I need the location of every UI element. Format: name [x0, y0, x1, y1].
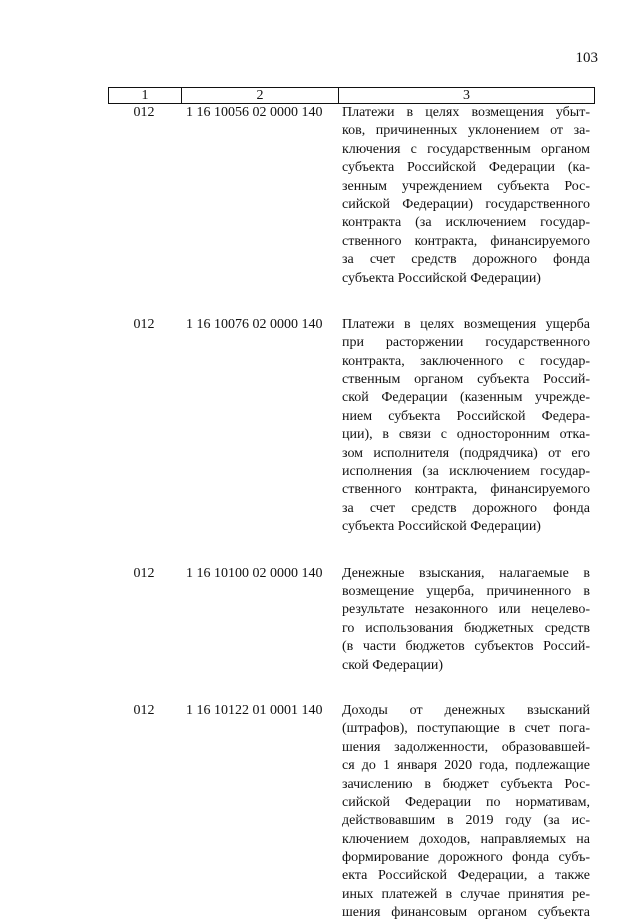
table-row	[108, 316, 593, 537]
description-line: формирование дорожного фонда субъ-	[342, 850, 590, 866]
description-line: действовавшим в 2019 году (за ис-	[342, 813, 590, 829]
table-row	[108, 702, 593, 923]
description-line: за счет средств дорожного фонда	[342, 500, 590, 516]
revenue-description	[342, 702, 590, 923]
description-line: зачислению в бюджет субъекта Рос-	[342, 776, 590, 792]
table-body	[108, 104, 593, 923]
description-line: (в части бюджетов субъектов Россий-	[342, 639, 590, 655]
description-line: (штрафов), поступающие в счет пога-	[342, 721, 590, 737]
description-line: ключением доходов, направляемых на	[342, 831, 590, 847]
description-line: екта Российской Федерации, а также	[342, 868, 590, 884]
column-header-2: 2	[182, 88, 339, 104]
description-line: субъекта Российской Федерации (ка-	[342, 160, 590, 176]
description-line: Доходы от денежных взысканий	[342, 702, 590, 718]
description-line: ков, причиненных уклонением от за-	[342, 123, 590, 139]
revenue-description	[342, 104, 590, 288]
description-line: Платежи в целях возмещения убыт-	[342, 105, 590, 120]
page-number: 103	[575, 50, 598, 66]
description-line: за счет средств дорожного фонда	[342, 252, 590, 268]
description-line: Платежи в целях возмещения ущерба	[342, 316, 590, 332]
description-line: при расторжении государственного	[342, 335, 590, 351]
description-line: ции), в связи с односторонним отка-	[342, 427, 590, 443]
description-line: ской Федерации)	[342, 657, 444, 673]
admin-code: 012	[133, 565, 155, 581]
description-line: исполнения (за исключением государ-	[342, 464, 590, 480]
description-line: ся до 1 января 2020 года, подлежащие	[342, 758, 590, 774]
description-line: возмещение ущерба, причиненного в	[342, 583, 590, 599]
table-row	[108, 565, 593, 675]
description-line: контракта (за исключением государ-	[342, 215, 590, 231]
column-header-3: 3	[339, 88, 595, 104]
description-line: сийской Федерации) государственного	[342, 196, 590, 212]
revenue-code: 1 16 10076 02 0000 140	[186, 316, 323, 332]
description-line: ственного контракта, финансируемого	[342, 233, 590, 249]
description-line: контракта, заключенного с государ-	[342, 353, 590, 369]
description-line: Денежные взыскания, налагаемые в	[342, 565, 590, 581]
table-row	[108, 104, 593, 288]
column-header-table	[108, 87, 595, 104]
description-line: сийской Федерации по нормативам,	[342, 794, 590, 810]
description-line: ключения с государственным органом	[342, 141, 590, 157]
description-line: результате незаконного или нецелево-	[342, 602, 590, 618]
description-line: ской Федерации (казенным учрежде-	[342, 390, 590, 406]
description-line: шения финансовым органом субъекта	[342, 905, 590, 921]
column-header-row	[109, 88, 595, 104]
admin-code: 012	[133, 702, 155, 718]
revenue-code: 1 16 10056 02 0000 140	[186, 105, 323, 120]
revenue-description	[342, 316, 590, 537]
revenue-code: 1 16 10122 01 0001 140	[186, 702, 323, 718]
description-line: зом исполнителя (подрядчика) от его	[342, 445, 590, 461]
description-line: го использования бюджетных средств	[342, 620, 590, 636]
revenue-description	[342, 565, 590, 675]
description-line: ственного контракта, финансируемого	[342, 482, 590, 498]
description-line: шения задолженности, образовавшей-	[342, 739, 590, 755]
description-line: субъекта Российской Федерации)	[342, 519, 541, 535]
description-line: субъекта Российской Федерации)	[342, 270, 541, 286]
revenue-code: 1 16 10100 02 0000 140	[186, 565, 323, 581]
description-line: зенным учреждением субъекта Рос-	[342, 178, 590, 194]
description-line: нием субъекта Российской Федера-	[342, 408, 590, 424]
description-line: ственным органом субъекта Россий-	[342, 372, 590, 388]
admin-code: 012	[133, 105, 155, 120]
column-header-1: 1	[109, 88, 182, 104]
admin-code: 012	[133, 316, 155, 332]
description-line: иных платежей в случае принятия ре-	[342, 886, 590, 902]
